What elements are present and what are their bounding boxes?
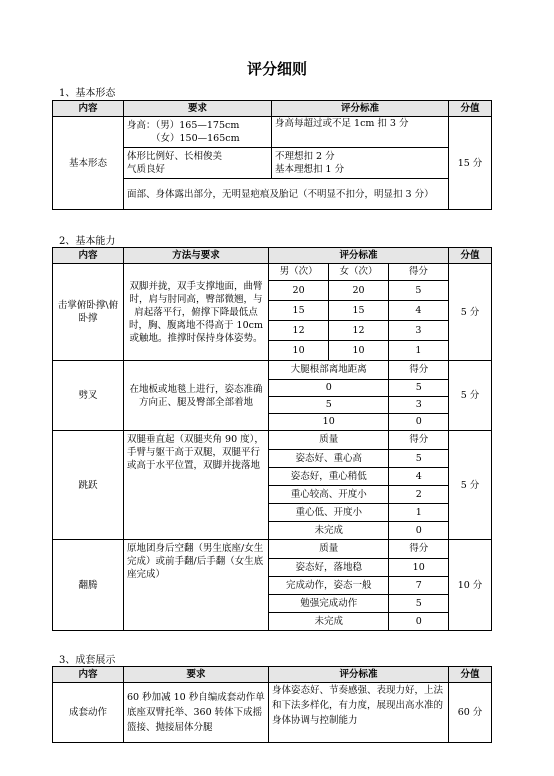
cell: 0 bbox=[415, 524, 422, 536]
item-score: 5 分 bbox=[449, 264, 492, 361]
requirement-line: 气质良好 bbox=[127, 164, 166, 175]
item-name: 跳跃 bbox=[53, 431, 124, 540]
cell: 0 bbox=[415, 416, 422, 428]
tumble-score-table bbox=[269, 540, 448, 630]
column-header: 评分标准 bbox=[269, 248, 449, 264]
content-cell: 基本形态 bbox=[53, 117, 124, 210]
cell: 1 bbox=[389, 503, 448, 521]
cell: 未完成 bbox=[269, 612, 389, 630]
cell: 3 bbox=[388, 320, 448, 340]
sub-header: 质量 bbox=[269, 540, 389, 558]
cell: 1 bbox=[415, 344, 422, 356]
item-standard bbox=[269, 540, 449, 631]
sub-header: 大腿根部离地距离 bbox=[269, 361, 389, 379]
standard-line: 基本理想扣 1 分 bbox=[275, 164, 345, 175]
cell: 5 bbox=[389, 449, 448, 467]
standard-cell: 身高每超过或不足 1cm 扣 3 分 bbox=[272, 117, 449, 148]
sub-header: 得分 bbox=[388, 264, 448, 280]
cell: 4 bbox=[388, 300, 448, 320]
cell: 5 bbox=[388, 280, 448, 300]
cell: 4 bbox=[389, 467, 448, 485]
column-header: 内容 bbox=[53, 248, 124, 264]
cell: 10 bbox=[269, 413, 389, 430]
sub-header: 得分 bbox=[389, 431, 448, 449]
sub-header: 男（次） bbox=[269, 264, 329, 280]
page-title: 评分细则 bbox=[246, 60, 307, 78]
cell: 5 bbox=[389, 379, 448, 396]
item-standard bbox=[269, 361, 449, 431]
sub-header: 女（次） bbox=[329, 264, 389, 280]
basic-form-table bbox=[52, 100, 492, 210]
sub-header: 质量 bbox=[269, 431, 389, 449]
standard-cell: 身体姿态好、节奏感强、表现力好，上法和下法多样化，有力度，展现出高水准的身体协调与控制能力 bbox=[269, 683, 449, 743]
column-header: 要求 bbox=[124, 667, 269, 683]
item-score: 5 分 bbox=[449, 361, 492, 431]
standard-line: 不理想扣 2 分 bbox=[275, 151, 335, 162]
cell: 完成动作，姿态一般 bbox=[269, 576, 389, 594]
requirement-cell: 60 秒加减 10 秒自编成套动作单底座双臂托举、360 转体下成摇篮接、抛接屈体分腿 bbox=[124, 683, 269, 743]
item-standard bbox=[269, 264, 449, 361]
column-header: 方法与要求 bbox=[124, 248, 269, 264]
cell: 姿态好，落地稳 bbox=[269, 558, 389, 576]
section-heading-basic-form: 1、基本形态 bbox=[59, 88, 116, 99]
requirement-line: 身高：（男）165—175cm bbox=[127, 120, 240, 131]
item-method: 双腿垂直起（双腿夹角 90 度），手臂与躯干高于双腿，双腿平行或高于水平位置，双脚并拢落地 bbox=[124, 431, 269, 540]
requirement-cell bbox=[124, 148, 272, 179]
split-score-table bbox=[269, 361, 448, 430]
item-score: 10 分 bbox=[449, 540, 492, 631]
cell: 20 bbox=[329, 280, 389, 300]
score-cell: 15 分 bbox=[449, 117, 492, 210]
sub-header: 得分 bbox=[389, 361, 448, 379]
item-score: 5 分 bbox=[449, 431, 492, 540]
cell: 12 bbox=[269, 320, 329, 340]
cell: 15 bbox=[269, 300, 329, 320]
requirement-cell bbox=[124, 117, 272, 148]
column-header: 要求 bbox=[124, 101, 272, 117]
cell: 重心低、开度小 bbox=[269, 503, 389, 521]
column-header: 分值 bbox=[449, 248, 492, 264]
cell: 重心较高、开度小 bbox=[269, 485, 389, 503]
cell: 未完成 bbox=[269, 521, 389, 539]
cell: 勉强完成动作 bbox=[269, 594, 389, 612]
column-header: 分值 bbox=[449, 667, 492, 683]
jump-score-table bbox=[269, 431, 448, 539]
section-heading-basic-ability: 2、基本能力 bbox=[59, 236, 116, 247]
requirement-line: （女）150—165cm bbox=[151, 133, 240, 144]
column-header: 评分标准 bbox=[272, 101, 449, 117]
requirement-cell: 面部、身体露出部分，无明显疤痕及胎记（不明显不扣分，明显扣 3 分） bbox=[124, 179, 449, 210]
cell: 12 bbox=[329, 320, 389, 340]
score-cell: 60 分 bbox=[449, 683, 492, 743]
column-header: 评分标准 bbox=[269, 667, 449, 683]
cell: 3 bbox=[389, 396, 448, 413]
cell: 15 bbox=[329, 300, 389, 320]
cell: 0 bbox=[269, 379, 389, 396]
cell: 10 bbox=[269, 340, 329, 360]
pushup-score-table bbox=[269, 264, 448, 360]
cell: 7 bbox=[389, 576, 448, 594]
item-name: 击掌俯卧撑\俯卧撑 bbox=[53, 264, 124, 361]
section-heading-routine: 3、成套展示 bbox=[59, 655, 116, 666]
basic-ability-table bbox=[52, 247, 492, 631]
content-cell: 成套动作 bbox=[53, 683, 124, 743]
column-header: 内容 bbox=[53, 101, 124, 117]
item-method: 原地团身后空翻（男生底座/女生完成）或前手翻/后手翻（女生底座完成） bbox=[124, 540, 269, 631]
sub-header: 得分 bbox=[389, 540, 448, 558]
cell: 5 bbox=[389, 594, 448, 612]
item-method: 双脚并拢，双手支撑地面，曲臂时，肩与肘同高，臀部微翘，与肩起落平行，俯撑下降最低点时，胸、腹离地不得高于 10cm 或触地。推撑时保持身体姿势。 bbox=[124, 264, 269, 361]
routine-table bbox=[52, 666, 492, 743]
cell: 2 bbox=[389, 485, 448, 503]
cell: 姿态好，重心稍低 bbox=[269, 467, 389, 485]
cell: 10 bbox=[389, 558, 448, 576]
column-header: 内容 bbox=[53, 667, 124, 683]
item-name: 翻腾 bbox=[53, 540, 124, 631]
cell: 5 bbox=[269, 396, 389, 413]
requirement-line: 体形比例好、长相俊美 bbox=[127, 151, 223, 162]
item-method: 在地板或地毯上进行，姿态准确方向正、腿及臀部全部着地 bbox=[124, 361, 269, 431]
cell: 10 bbox=[329, 340, 389, 360]
cell: 0 bbox=[415, 615, 422, 627]
item-standard bbox=[269, 431, 449, 540]
item-name: 劈叉 bbox=[53, 361, 124, 431]
standard-cell bbox=[272, 148, 449, 179]
cell: 姿态好、重心高 bbox=[269, 449, 389, 467]
cell: 20 bbox=[269, 280, 329, 300]
column-header: 分值 bbox=[449, 101, 492, 117]
